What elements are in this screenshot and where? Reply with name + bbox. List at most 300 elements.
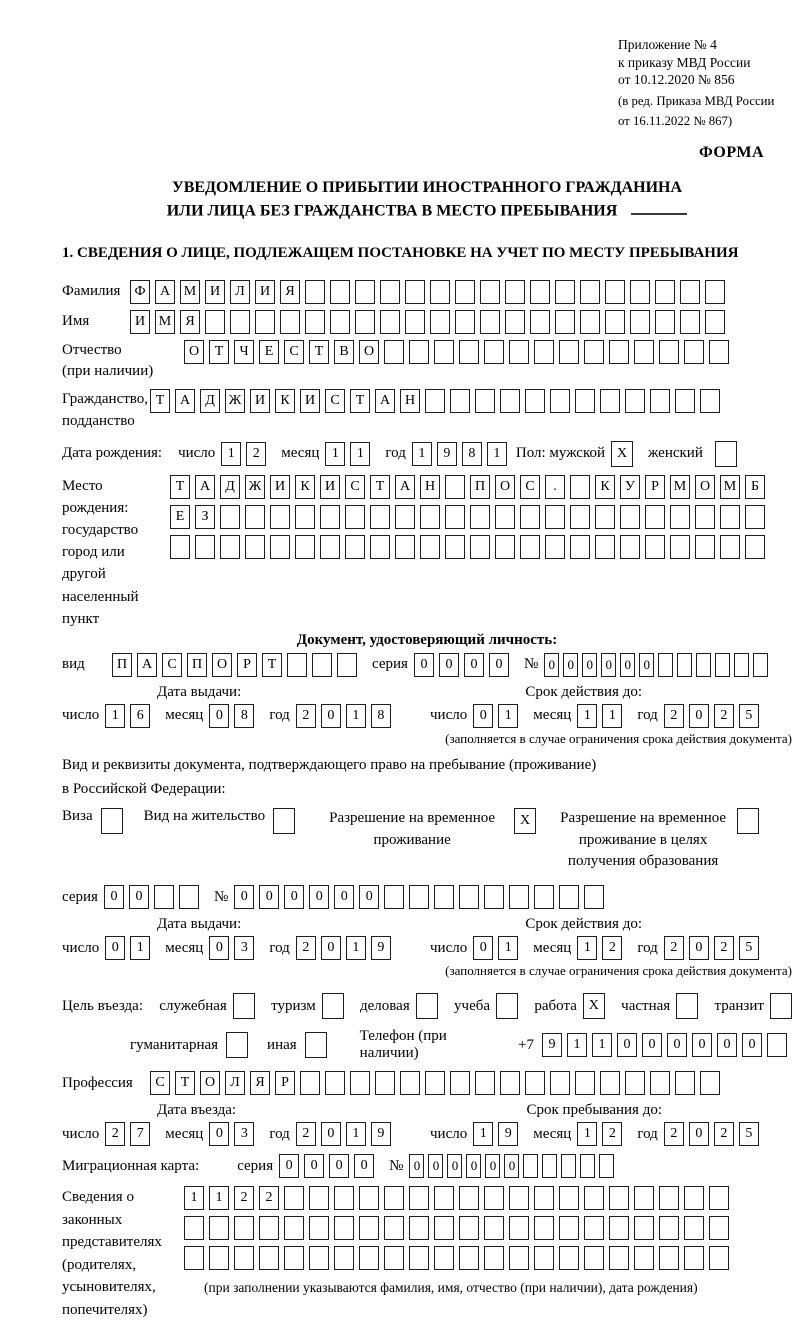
temp-residence-checkbox[interactable]: X <box>514 808 536 834</box>
char-box[interactable] <box>495 535 515 559</box>
char-box[interactable]: 1 <box>577 936 597 960</box>
humanitarian-checkbox[interactable] <box>226 1032 248 1058</box>
char-box[interactable] <box>550 1071 570 1095</box>
char-box[interactable]: 0 <box>209 704 229 728</box>
char-box[interactable]: О <box>200 1071 220 1095</box>
char-box[interactable]: 9 <box>437 442 457 466</box>
char-box[interactable] <box>434 340 454 364</box>
char-box[interactable] <box>700 1071 720 1095</box>
char-box[interactable]: 5 <box>739 704 759 728</box>
char-box[interactable] <box>634 1246 654 1270</box>
char-box[interactable] <box>234 1216 254 1240</box>
char-box[interactable]: 1 <box>498 936 518 960</box>
char-box[interactable] <box>525 1071 545 1095</box>
char-box[interactable] <box>655 310 675 334</box>
char-box[interactable] <box>625 1071 645 1095</box>
char-box[interactable] <box>559 340 579 364</box>
char-box[interactable] <box>384 1246 404 1270</box>
char-box[interactable] <box>705 310 725 334</box>
residence-permit-checkbox[interactable] <box>273 808 295 834</box>
char-box[interactable] <box>380 280 400 304</box>
char-box[interactable] <box>484 1216 504 1240</box>
char-box[interactable] <box>475 389 495 413</box>
char-box[interactable] <box>695 505 715 529</box>
char-box[interactable] <box>430 310 450 334</box>
char-box[interactable] <box>420 505 440 529</box>
char-box[interactable] <box>370 535 390 559</box>
char-box[interactable] <box>709 1186 729 1210</box>
char-box[interactable] <box>370 505 390 529</box>
char-box[interactable]: 0 <box>309 885 329 909</box>
char-box[interactable] <box>584 885 604 909</box>
char-box[interactable] <box>595 535 615 559</box>
char-box[interactable] <box>255 310 275 334</box>
char-box[interactable] <box>195 535 215 559</box>
char-box[interactable] <box>309 1216 329 1240</box>
char-box[interactable] <box>559 1186 579 1210</box>
char-box[interactable] <box>459 885 479 909</box>
char-box[interactable]: 0 <box>485 1154 500 1178</box>
char-box[interactable]: 2 <box>296 704 316 728</box>
char-box[interactable] <box>337 653 357 677</box>
char-box[interactable] <box>205 310 225 334</box>
char-box[interactable]: 0 <box>689 704 709 728</box>
char-box[interactable]: 1 <box>346 1122 366 1146</box>
char-box[interactable] <box>670 535 690 559</box>
sex-female-checkbox[interactable] <box>715 441 737 467</box>
char-box[interactable]: 1 <box>105 704 125 728</box>
char-box[interactable] <box>334 1246 354 1270</box>
char-box[interactable] <box>745 535 765 559</box>
char-box[interactable]: 2 <box>246 442 266 466</box>
char-box[interactable] <box>555 310 575 334</box>
transit-checkbox[interactable] <box>770 993 792 1019</box>
char-box[interactable]: 2 <box>714 1122 734 1146</box>
char-box[interactable] <box>345 535 365 559</box>
char-box[interactable]: 8 <box>234 704 254 728</box>
char-box[interactable] <box>500 389 520 413</box>
char-box[interactable]: Т <box>350 389 370 413</box>
char-box[interactable]: С <box>150 1071 170 1095</box>
char-box[interactable]: 2 <box>234 1186 254 1210</box>
char-box[interactable]: О <box>359 340 379 364</box>
char-box[interactable] <box>570 475 590 499</box>
char-box[interactable]: 6 <box>130 704 150 728</box>
char-box[interactable]: 1 <box>350 442 370 466</box>
char-box[interactable]: О <box>695 475 715 499</box>
char-box[interactable] <box>650 389 670 413</box>
char-box[interactable] <box>179 885 199 909</box>
char-box[interactable] <box>634 340 654 364</box>
char-box[interactable] <box>400 1071 420 1095</box>
char-box[interactable]: 0 <box>359 885 379 909</box>
char-box[interactable] <box>670 505 690 529</box>
char-box[interactable]: 0 <box>414 653 434 677</box>
char-box[interactable]: 0 <box>321 1122 341 1146</box>
char-box[interactable]: 2 <box>259 1186 279 1210</box>
char-box[interactable] <box>555 280 575 304</box>
char-box[interactable] <box>309 1186 329 1210</box>
char-box[interactable] <box>505 310 525 334</box>
char-box[interactable]: 8 <box>462 442 482 466</box>
char-box[interactable]: 1 <box>567 1033 587 1057</box>
char-box[interactable] <box>395 505 415 529</box>
char-box[interactable]: Ч <box>234 340 254 364</box>
char-box[interactable] <box>520 535 540 559</box>
char-box[interactable]: И <box>250 389 270 413</box>
char-box[interactable] <box>599 1154 614 1178</box>
char-box[interactable] <box>234 1246 254 1270</box>
char-box[interactable] <box>570 505 590 529</box>
char-box[interactable] <box>450 389 470 413</box>
char-box[interactable]: К <box>275 389 295 413</box>
char-box[interactable] <box>634 1216 654 1240</box>
char-box[interactable]: Р <box>275 1071 295 1095</box>
char-box[interactable] <box>534 885 554 909</box>
char-box[interactable] <box>334 1216 354 1240</box>
char-box[interactable]: . <box>545 475 565 499</box>
char-box[interactable]: 8 <box>371 704 391 728</box>
char-box[interactable] <box>523 1154 538 1178</box>
char-box[interactable] <box>684 1216 704 1240</box>
char-box[interactable]: С <box>325 389 345 413</box>
char-box[interactable] <box>375 1071 395 1095</box>
char-box[interactable] <box>430 280 450 304</box>
char-box[interactable] <box>530 310 550 334</box>
char-box[interactable] <box>484 885 504 909</box>
char-box[interactable]: А <box>195 475 215 499</box>
char-box[interactable] <box>300 1071 320 1095</box>
char-box[interactable] <box>284 1186 304 1210</box>
char-box[interactable]: К <box>595 475 615 499</box>
char-box[interactable] <box>709 1246 729 1270</box>
visa-checkbox[interactable] <box>101 808 123 834</box>
char-box[interactable]: Я <box>250 1071 270 1095</box>
char-box[interactable]: О <box>212 653 232 677</box>
char-box[interactable]: 0 <box>209 936 229 960</box>
char-box[interactable] <box>209 1216 229 1240</box>
char-box[interactable] <box>480 280 500 304</box>
char-box[interactable]: Т <box>370 475 390 499</box>
char-box[interactable]: Р <box>237 653 257 677</box>
char-box[interactable] <box>330 280 350 304</box>
char-box[interactable]: 2 <box>296 1122 316 1146</box>
study-checkbox[interactable] <box>496 993 518 1019</box>
char-box[interactable] <box>509 1246 529 1270</box>
char-box[interactable]: 2 <box>296 936 316 960</box>
char-box[interactable] <box>280 310 300 334</box>
char-box[interactable]: Б <box>745 475 765 499</box>
business-checkbox[interactable] <box>416 993 438 1019</box>
char-box[interactable]: И <box>130 310 150 334</box>
char-box[interactable] <box>720 535 740 559</box>
char-box[interactable] <box>445 505 465 529</box>
char-box[interactable]: 0 <box>667 1033 687 1057</box>
char-box[interactable] <box>320 535 340 559</box>
char-box[interactable] <box>484 1186 504 1210</box>
char-box[interactable]: 0 <box>129 885 149 909</box>
char-box[interactable]: 1 <box>412 442 432 466</box>
char-box[interactable] <box>355 280 375 304</box>
char-box[interactable] <box>675 1071 695 1095</box>
char-box[interactable]: 0 <box>105 936 125 960</box>
char-box[interactable]: 2 <box>602 1122 622 1146</box>
char-box[interactable] <box>245 535 265 559</box>
char-box[interactable]: А <box>395 475 415 499</box>
char-box[interactable] <box>284 1246 304 1270</box>
char-box[interactable] <box>305 280 325 304</box>
char-box[interactable] <box>295 535 315 559</box>
char-box[interactable] <box>600 1071 620 1095</box>
char-box[interactable]: 1 <box>346 704 366 728</box>
char-box[interactable]: Ф <box>130 280 150 304</box>
char-box[interactable] <box>620 505 640 529</box>
char-box[interactable] <box>534 1216 554 1240</box>
char-box[interactable]: 0 <box>409 1154 424 1178</box>
char-box[interactable] <box>384 885 404 909</box>
char-box[interactable]: И <box>320 475 340 499</box>
char-box[interactable] <box>696 653 711 677</box>
char-box[interactable] <box>630 310 650 334</box>
char-box[interactable] <box>495 505 515 529</box>
char-box[interactable] <box>680 310 700 334</box>
char-box[interactable] <box>659 1216 679 1240</box>
char-box[interactable]: 0 <box>304 1154 324 1178</box>
char-box[interactable]: 2 <box>105 1122 125 1146</box>
char-box[interactable]: С <box>345 475 365 499</box>
char-box[interactable]: Т <box>150 389 170 413</box>
char-box[interactable]: Н <box>400 389 420 413</box>
char-box[interactable] <box>509 1216 529 1240</box>
char-box[interactable]: 0 <box>209 1122 229 1146</box>
char-box[interactable]: Т <box>170 475 190 499</box>
char-box[interactable]: 0 <box>464 653 484 677</box>
char-box[interactable]: 2 <box>664 704 684 728</box>
char-box[interactable]: И <box>205 280 225 304</box>
char-box[interactable] <box>305 310 325 334</box>
char-box[interactable]: М <box>155 310 175 334</box>
char-box[interactable] <box>575 1071 595 1095</box>
char-box[interactable] <box>734 653 749 677</box>
char-box[interactable] <box>409 1216 429 1240</box>
char-box[interactable]: С <box>520 475 540 499</box>
char-box[interactable]: 0 <box>466 1154 481 1178</box>
char-box[interactable] <box>767 1033 787 1057</box>
char-box[interactable]: 0 <box>689 1122 709 1146</box>
char-box[interactable] <box>584 340 604 364</box>
char-box[interactable] <box>455 280 475 304</box>
char-box[interactable]: А <box>375 389 395 413</box>
char-box[interactable] <box>434 1246 454 1270</box>
char-box[interactable]: 0 <box>601 653 616 677</box>
char-box[interactable]: 1 <box>221 442 241 466</box>
char-box[interactable]: 0 <box>717 1033 737 1057</box>
char-box[interactable]: 3 <box>234 936 254 960</box>
char-box[interactable]: 0 <box>473 936 493 960</box>
char-box[interactable] <box>659 1186 679 1210</box>
char-box[interactable]: 1 <box>592 1033 612 1057</box>
char-box[interactable] <box>584 1246 604 1270</box>
char-box[interactable]: И <box>255 280 275 304</box>
official-checkbox[interactable] <box>233 993 255 1019</box>
temp-residence-edu-checkbox[interactable] <box>737 808 759 834</box>
char-box[interactable] <box>484 340 504 364</box>
char-box[interactable] <box>550 389 570 413</box>
char-box[interactable]: Я <box>180 310 200 334</box>
char-box[interactable]: 0 <box>104 885 124 909</box>
char-box[interactable] <box>695 535 715 559</box>
char-box[interactable] <box>559 1246 579 1270</box>
char-box[interactable] <box>425 1071 445 1095</box>
char-box[interactable] <box>154 885 174 909</box>
char-box[interactable] <box>575 389 595 413</box>
char-box[interactable]: 0 <box>284 885 304 909</box>
char-box[interactable]: А <box>155 280 175 304</box>
char-box[interactable] <box>405 280 425 304</box>
char-box[interactable] <box>475 1071 495 1095</box>
char-box[interactable]: 2 <box>664 1122 684 1146</box>
char-box[interactable]: 1 <box>498 704 518 728</box>
char-box[interactable]: 0 <box>582 653 597 677</box>
char-box[interactable] <box>509 885 529 909</box>
char-box[interactable] <box>480 310 500 334</box>
char-box[interactable] <box>459 1186 479 1210</box>
char-box[interactable] <box>459 1216 479 1240</box>
char-box[interactable]: 0 <box>544 653 559 677</box>
char-box[interactable]: 0 <box>259 885 279 909</box>
char-box[interactable] <box>209 1246 229 1270</box>
char-box[interactable] <box>395 535 415 559</box>
char-box[interactable]: А <box>137 653 157 677</box>
char-box[interactable] <box>709 340 729 364</box>
char-box[interactable] <box>359 1216 379 1240</box>
char-box[interactable]: 1 <box>130 936 150 960</box>
char-box[interactable] <box>675 389 695 413</box>
char-box[interactable]: Т <box>209 340 229 364</box>
char-box[interactable]: 0 <box>234 885 254 909</box>
char-box[interactable] <box>609 340 629 364</box>
char-box[interactable]: 0 <box>354 1154 374 1178</box>
char-box[interactable] <box>170 535 190 559</box>
char-box[interactable] <box>459 340 479 364</box>
char-box[interactable]: Ж <box>225 389 245 413</box>
char-box[interactable] <box>530 280 550 304</box>
char-box[interactable] <box>309 1246 329 1270</box>
char-box[interactable] <box>259 1246 279 1270</box>
char-box[interactable] <box>409 1246 429 1270</box>
tourism-checkbox[interactable] <box>322 993 344 1019</box>
char-box[interactable]: 1 <box>473 1122 493 1146</box>
char-box[interactable] <box>425 389 445 413</box>
char-box[interactable]: О <box>495 475 515 499</box>
char-box[interactable] <box>534 1246 554 1270</box>
private-checkbox[interactable] <box>676 993 698 1019</box>
char-box[interactable]: 9 <box>542 1033 562 1057</box>
char-box[interactable] <box>359 1186 379 1210</box>
char-box[interactable]: В <box>334 340 354 364</box>
char-box[interactable]: 0 <box>279 1154 299 1178</box>
char-box[interactable] <box>405 310 425 334</box>
char-box[interactable] <box>325 1071 345 1095</box>
char-box[interactable]: П <box>470 475 490 499</box>
char-box[interactable] <box>384 1186 404 1210</box>
char-box[interactable] <box>561 1154 576 1178</box>
char-box[interactable] <box>559 1216 579 1240</box>
char-box[interactable]: 2 <box>602 936 622 960</box>
char-box[interactable] <box>384 340 404 364</box>
char-box[interactable]: 0 <box>329 1154 349 1178</box>
char-box[interactable] <box>295 505 315 529</box>
char-box[interactable] <box>630 280 650 304</box>
char-box[interactable] <box>220 535 240 559</box>
char-box[interactable] <box>500 1071 520 1095</box>
char-box[interactable]: Н <box>420 475 440 499</box>
char-box[interactable] <box>559 885 579 909</box>
char-box[interactable] <box>709 1216 729 1240</box>
char-box[interactable] <box>600 389 620 413</box>
char-box[interactable] <box>680 280 700 304</box>
char-box[interactable]: 0 <box>639 653 654 677</box>
char-box[interactable] <box>320 505 340 529</box>
char-box[interactable] <box>534 340 554 364</box>
char-box[interactable]: 0 <box>489 653 509 677</box>
char-box[interactable] <box>684 1246 704 1270</box>
char-box[interactable] <box>384 1216 404 1240</box>
char-box[interactable]: 0 <box>620 653 635 677</box>
char-box[interactable]: Т <box>262 653 282 677</box>
char-box[interactable] <box>580 1154 595 1178</box>
char-box[interactable] <box>409 1186 429 1210</box>
char-box[interactable]: 2 <box>664 936 684 960</box>
char-box[interactable] <box>409 340 429 364</box>
char-box[interactable] <box>470 535 490 559</box>
char-box[interactable]: С <box>284 340 304 364</box>
char-box[interactable] <box>520 505 540 529</box>
char-box[interactable] <box>284 1216 304 1240</box>
char-box[interactable]: 1 <box>577 704 597 728</box>
char-box[interactable] <box>434 1216 454 1240</box>
char-box[interactable]: З <box>195 505 215 529</box>
char-box[interactable]: 2 <box>714 704 734 728</box>
char-box[interactable] <box>270 535 290 559</box>
char-box[interactable] <box>684 340 704 364</box>
char-box[interactable]: М <box>180 280 200 304</box>
char-box[interactable]: 1 <box>209 1186 229 1210</box>
char-box[interactable] <box>455 310 475 334</box>
char-box[interactable] <box>625 389 645 413</box>
char-box[interactable] <box>534 1186 554 1210</box>
char-box[interactable] <box>595 505 615 529</box>
char-box[interactable] <box>445 475 465 499</box>
char-box[interactable]: 9 <box>498 1122 518 1146</box>
char-box[interactable] <box>312 653 332 677</box>
char-box[interactable] <box>525 389 545 413</box>
char-box[interactable]: Т <box>309 340 329 364</box>
char-box[interactable]: П <box>187 653 207 677</box>
char-box[interactable] <box>545 535 565 559</box>
char-box[interactable] <box>634 1186 654 1210</box>
char-box[interactable] <box>259 1216 279 1240</box>
char-box[interactable]: 0 <box>321 936 341 960</box>
char-box[interactable] <box>470 505 490 529</box>
char-box[interactable]: 9 <box>371 936 391 960</box>
char-box[interactable]: Е <box>170 505 190 529</box>
char-box[interactable]: 0 <box>742 1033 762 1057</box>
char-box[interactable]: 0 <box>689 936 709 960</box>
char-box[interactable] <box>609 1246 629 1270</box>
char-box[interactable] <box>659 340 679 364</box>
char-box[interactable]: О <box>184 340 204 364</box>
